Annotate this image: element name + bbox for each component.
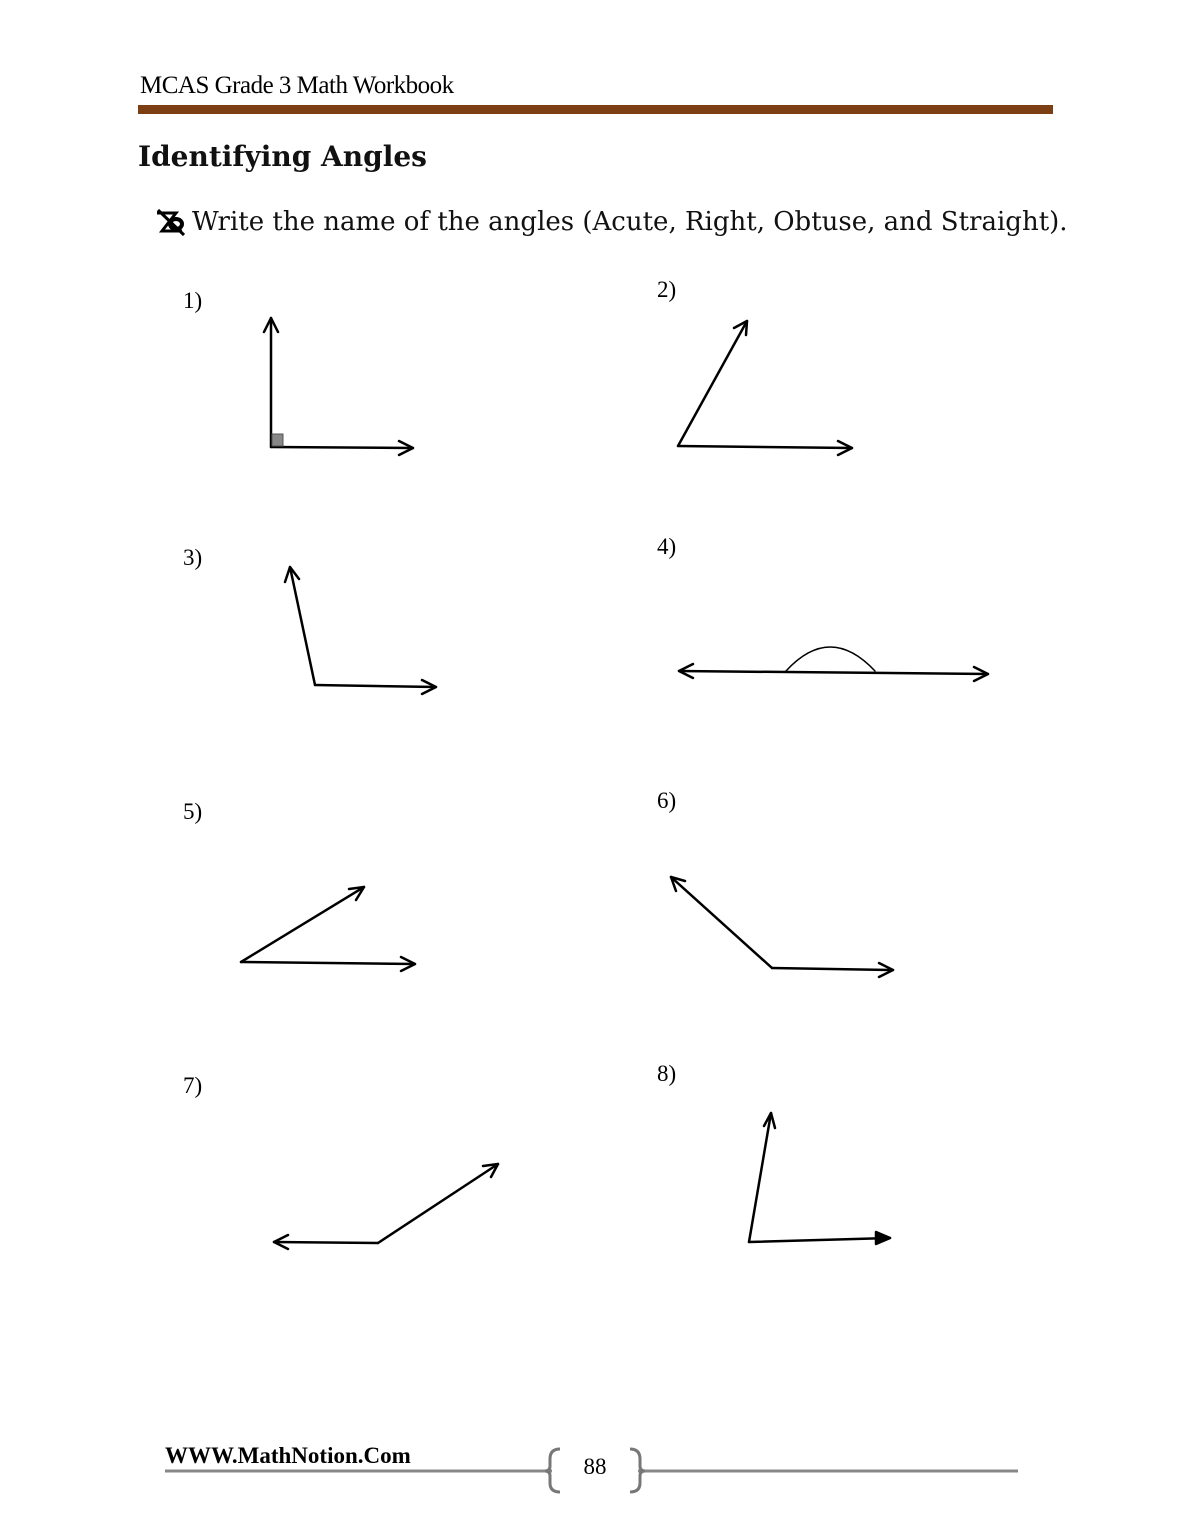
question-number-6: 6) (657, 788, 677, 813)
instruction-text: Write the name of the angles (Acute, Right, Obtuse, and Straight). (192, 207, 1068, 237)
header-title: MCAS Grade 3 Math Workbook (140, 72, 454, 99)
question-number-5: 5) (183, 799, 203, 824)
question-number-2: 2) (657, 277, 677, 302)
question-number-4: 4) (657, 534, 677, 559)
page-number: 88 (583, 1454, 607, 1479)
question-number-1: 1) (183, 288, 203, 313)
question-number-3: 3) (183, 545, 203, 570)
section-title: Identifying Angles (138, 140, 427, 173)
footer-website-link[interactable]: WWW.MathNotion.Com (165, 1443, 411, 1468)
question-number-8: 8) (657, 1061, 677, 1086)
question-number-7: 7) (183, 1073, 203, 1098)
